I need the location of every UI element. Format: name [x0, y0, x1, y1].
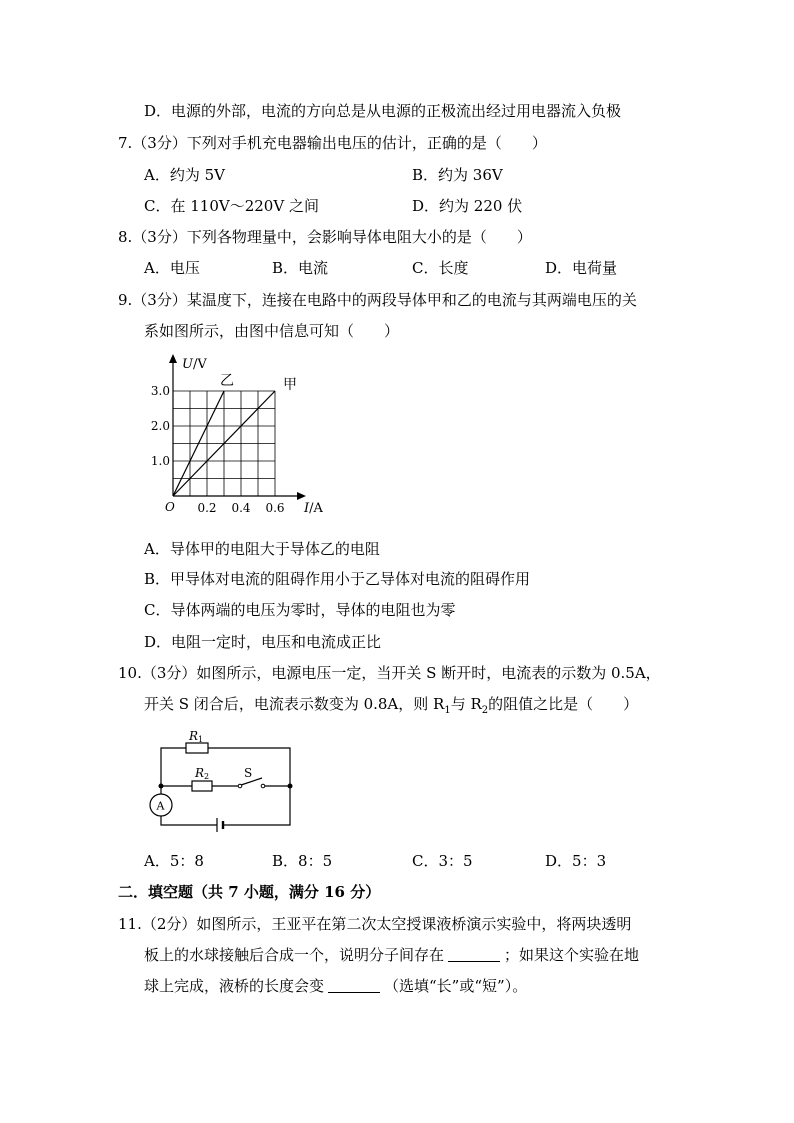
x-axis-label: I/A: [304, 501, 323, 516]
junction-left: [159, 784, 164, 789]
bottom-wire-right: [223, 786, 290, 825]
q10-option-c: C．3：5: [412, 852, 473, 870]
junction-right: [288, 784, 293, 789]
graph-series-labels: [220, 373, 297, 393]
q9-stem-line1: 9.（3分）某温度下，连接在电路中的两段导体甲和乙的电流与其两端电压的关: [118, 291, 637, 309]
circuit-diagram: [140, 728, 310, 838]
switch-contact-left: [238, 784, 242, 788]
q9-stem-line2: 系如图所示，由图中信息可知（ ）: [144, 322, 400, 340]
q7-option-a: A．约为 5V: [144, 166, 225, 184]
q6-option-d: D．电源的外部，电流的方向总是从电源的正极流出经过用电器流入负极: [144, 102, 622, 120]
q10-stem-line1: 10.（3分）如图所示，电源电压一定，当开关 S 断开时，电流表的示数为 0.5A，: [118, 664, 661, 682]
x-tick-label: 0.4: [231, 501, 251, 515]
q8-option-b: B．电流: [272, 259, 329, 277]
q8-stem: 8.（3分）下列各物理量中，会影响导体电阻大小的是（ ）: [118, 228, 532, 246]
q7-option-c: C．在 110V～220V 之间: [144, 197, 319, 215]
r2-resistor: [192, 781, 212, 791]
q10-option-b: B．8：5: [272, 852, 333, 870]
q9-option-b: B．甲导体对电流的阻碍作用小于乙导体对电流的阻碍作用: [144, 570, 531, 588]
q10-stem-line2: 开关 S 闭合后，电流表示数变为 0.8A，则 $R_1$与 $R_2$的阻值之比是（ ）: [144, 695, 639, 716]
q11-line3: 球上完成，液桥的长度会变 （选填“长”或“短”）。: [144, 977, 528, 995]
r1-resistor: [186, 743, 208, 753]
q11-line2: 板上的水球接触后合成一个，说明分子间存在 ；如果这个实验在地: [144, 946, 640, 964]
q11-line1: 11.（2分）如图所示，王亚平在第二次太空授课液桥演示实验中，将两块透明: [118, 915, 632, 933]
y-axis-arrow: [169, 354, 177, 363]
answer-blank-2[interactable]: [328, 978, 380, 993]
q9-option-d: D．电阻一定时，电压和电流成正比: [144, 633, 382, 651]
x-tick-label: 0.2: [197, 501, 217, 515]
q10-option-d: D．5：3: [545, 852, 607, 870]
y-tick-label: 2.0: [150, 419, 170, 433]
q8-option-a: A．电压: [144, 259, 200, 277]
series-label-0: 乙: [220, 373, 234, 389]
bottom-wire-left: [161, 816, 217, 825]
switch-contact-right: [261, 784, 265, 788]
q7-option-b: B．约为 36V: [412, 166, 503, 184]
section-2-title: 二．填空题（共 7 小题，满分 16 分）: [118, 883, 381, 901]
y-tick-label: 3.0: [150, 384, 170, 398]
q9-option-c: C．导体两端的电压为零时，导体的电阻也为零: [144, 601, 456, 619]
switch-label: S: [244, 766, 253, 780]
q8-option-d: D．电荷量: [545, 259, 618, 277]
x-axis-arrow: [297, 492, 306, 500]
ammeter-label: A: [156, 799, 165, 813]
x-tick-label: 0.6: [265, 501, 285, 515]
r1-label: R1: [189, 729, 204, 744]
y-tick-label: 1.0: [150, 454, 170, 468]
q9-option-a: A．导体甲的电阻大于导体乙的电阻: [144, 540, 380, 558]
q10-option-a: A．5：8: [144, 852, 204, 870]
r2-label: R2: [195, 766, 210, 781]
q7-stem: 7.（3分）下列对手机充电器输出电压的估计，正确的是（ ）: [118, 134, 547, 152]
q7-option-d: D．约为 220 伏: [412, 197, 523, 215]
y-axis-label: U/V: [182, 357, 207, 372]
ui-graph: [140, 348, 340, 520]
answer-blank-1[interactable]: [448, 947, 500, 962]
series-label-1: 甲: [283, 377, 297, 393]
q8-option-c: C．长度: [412, 259, 469, 277]
origin-label: O: [165, 500, 175, 514]
top-wire: [161, 748, 186, 788]
